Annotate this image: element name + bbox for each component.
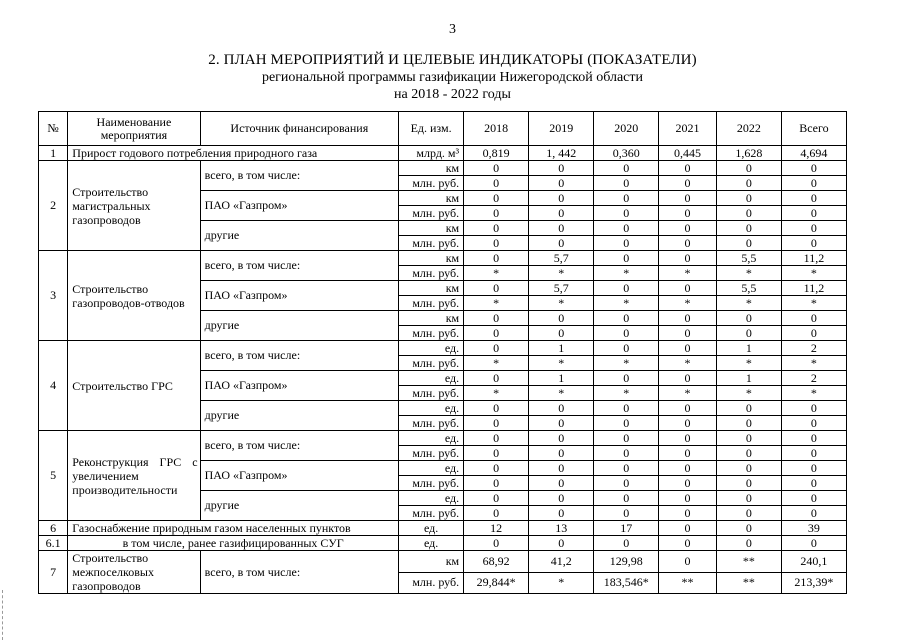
table-cell: 0: [659, 461, 716, 476]
table-cell: 0: [464, 236, 529, 251]
table-cell: 0: [716, 221, 781, 236]
table-row: [39, 521, 847, 536]
table-cell: 0: [529, 311, 594, 326]
table-cell: 11,2: [781, 251, 846, 266]
table-cell: 0: [464, 281, 529, 296]
document-title: 2. ПЛАН МЕРОПРИЯТИЙ И ЦЕЛЕВЫЕ ИНДИКАТОРЫ (ПОКАЗАТЕЛИ): [208, 52, 697, 68]
table-cell: 0: [594, 206, 659, 221]
table-cell: *: [464, 356, 529, 371]
table-cell: 0: [781, 326, 846, 341]
table-cell: 0: [594, 236, 659, 251]
table-cell: 0: [464, 476, 529, 491]
table-row: [39, 251, 847, 266]
table-cell: *: [594, 266, 659, 281]
table-cell: *: [781, 296, 846, 311]
table-cell: *: [659, 296, 716, 311]
table-cell: 0: [716, 476, 781, 491]
funding-source: всего, в том числе:: [200, 251, 398, 281]
funding-source: другие: [200, 221, 398, 251]
table-cell: **: [716, 572, 781, 594]
header-source: Источник финансирования: [200, 112, 398, 146]
margin-marks: [2, 590, 5, 640]
header-num: №: [39, 112, 68, 146]
table-cell: 0: [594, 326, 659, 341]
table-cell: 0: [529, 506, 594, 521]
table-cell: 0: [594, 446, 659, 461]
table-cell: 0: [781, 401, 846, 416]
table-cell: 0: [716, 176, 781, 191]
table-cell: 0: [464, 341, 529, 356]
table-cell: 0: [716, 521, 781, 536]
unit-cell: млн. руб.: [399, 506, 464, 521]
unit-cell: ед.: [399, 431, 464, 446]
table-cell: 4,694: [781, 146, 846, 161]
table-cell: 0: [464, 491, 529, 506]
table-cell: 0: [594, 401, 659, 416]
table-cell: 0: [464, 536, 529, 551]
table-row: [39, 146, 847, 161]
table-cell: 12: [464, 521, 529, 536]
table-cell: 5,5: [716, 281, 781, 296]
table-cell: 0: [594, 416, 659, 431]
table-cell: **: [659, 572, 716, 594]
unit-cell: млн. руб.: [399, 326, 464, 341]
row-number: 1: [39, 146, 68, 161]
table-cell: *: [529, 356, 594, 371]
funding-source: ПАО «Газпром»: [200, 461, 398, 491]
table-row: [39, 551, 847, 573]
table-cell: 0: [659, 416, 716, 431]
table-cell: 0: [529, 491, 594, 506]
table-cell: 41,2: [529, 551, 594, 573]
header-2022: 2022: [716, 112, 781, 146]
table-cell: 0: [594, 251, 659, 266]
table-cell: 0: [529, 326, 594, 341]
row-label: в том числе, ранее газифицированных СУГ: [68, 536, 399, 551]
table-cell: 0: [716, 416, 781, 431]
funding-source: ПАО «Газпром»: [200, 191, 398, 221]
funding-source: ПАО «Газпром»: [200, 371, 398, 401]
table-cell: 0: [529, 401, 594, 416]
table-cell: 0: [659, 281, 716, 296]
table-cell: *: [716, 386, 781, 401]
table-cell: 0: [716, 311, 781, 326]
table-cell: 0: [659, 521, 716, 536]
table-cell: 0: [529, 476, 594, 491]
table-cell: 0: [659, 191, 716, 206]
table-cell: 0: [659, 446, 716, 461]
document-subtitle: региональной программы газификации Нижегородской области: [261, 70, 644, 85]
header-name: Наименование мероприятия: [68, 112, 200, 146]
table-cell: 1: [716, 371, 781, 386]
unit-cell: млн. руб.: [399, 236, 464, 251]
unit-cell: км: [399, 191, 464, 206]
table-cell: 0: [529, 161, 594, 176]
title-block: [0, 51, 905, 103]
table-cell: *: [529, 386, 594, 401]
table-cell: *: [529, 572, 594, 594]
unit-cell: км: [399, 551, 464, 573]
table-cell: 0: [781, 506, 846, 521]
table-cell: *: [594, 296, 659, 311]
table-cell: 0: [781, 206, 846, 221]
table-cell: 0: [781, 236, 846, 251]
table-cell: 1,628: [716, 146, 781, 161]
unit-cell: млн. руб.: [399, 296, 464, 311]
table-cell: 1: [716, 341, 781, 356]
activity-name: Строительство магистральных газопроводов: [68, 161, 200, 251]
table-cell: 0: [716, 506, 781, 521]
header-total: Всего: [781, 112, 846, 146]
table-cell: 2: [781, 371, 846, 386]
table-cell: 0: [464, 311, 529, 326]
table-cell: 0: [594, 161, 659, 176]
table-cell: 0: [464, 401, 529, 416]
table-cell: 240,1: [781, 551, 846, 573]
unit-cell: км: [399, 311, 464, 326]
table-cell: 0: [781, 161, 846, 176]
table-cell: 0: [464, 446, 529, 461]
table-cell: *: [781, 356, 846, 371]
unit-cell: ед.: [399, 536, 464, 551]
table-cell: 0: [594, 506, 659, 521]
table-cell: 0: [659, 371, 716, 386]
table-cell: 0: [594, 311, 659, 326]
table-cell: 0: [781, 191, 846, 206]
activity-name: Строительство газопроводов-отводов: [68, 251, 200, 341]
unit-cell: млн. руб.: [399, 176, 464, 191]
unit-cell: ед.: [399, 401, 464, 416]
activity-name: Строительство ГРС: [68, 341, 200, 431]
table-cell: 0: [781, 416, 846, 431]
table-cell: 0: [716, 461, 781, 476]
table-row: [39, 536, 847, 551]
table-cell: *: [659, 356, 716, 371]
unit-cell: ед.: [399, 341, 464, 356]
table-cell: 0: [464, 176, 529, 191]
funding-source: другие: [200, 491, 398, 521]
header-unit: Ед. изм.: [399, 112, 464, 146]
table-cell: 213,39*: [781, 572, 846, 594]
table-cell: 0: [594, 536, 659, 551]
table-cell: 0: [659, 341, 716, 356]
table-cell: 1: [529, 371, 594, 386]
table-cell: 5,5: [716, 251, 781, 266]
table-cell: 0: [529, 221, 594, 236]
table-cell: 0: [529, 446, 594, 461]
table-cell: 0: [659, 326, 716, 341]
table-cell: *: [464, 386, 529, 401]
table-cell: 2: [781, 341, 846, 356]
table-cell: 0: [659, 491, 716, 506]
table-cell: 5,7: [529, 281, 594, 296]
table-row: [39, 431, 847, 446]
row-number: 6.1: [39, 536, 68, 551]
table-cell: 0,445: [659, 146, 716, 161]
table-header-row: [39, 112, 847, 146]
table-cell: 0: [529, 431, 594, 446]
funding-source: всего, в том числе:: [200, 161, 398, 191]
table-cell: 129,98: [594, 551, 659, 573]
table-cell: 183,546*: [594, 572, 659, 594]
table-cell: 0: [781, 311, 846, 326]
table-cell: 0: [781, 176, 846, 191]
table-cell: *: [464, 296, 529, 311]
table-cell: 0: [594, 191, 659, 206]
table-cell: 0: [464, 161, 529, 176]
table-cell: 0: [716, 326, 781, 341]
table-cell: 0: [464, 221, 529, 236]
unit-cell: км: [399, 251, 464, 266]
table-cell: 0: [781, 461, 846, 476]
table-cell: 0: [659, 221, 716, 236]
table-cell: 0: [716, 446, 781, 461]
table-cell: *: [594, 386, 659, 401]
activity-name: Строительство межпоселковых газопроводов: [68, 551, 200, 594]
table-cell: 0: [594, 476, 659, 491]
table-cell: 39: [781, 521, 846, 536]
unit-cell: км: [399, 161, 464, 176]
table-cell: 0: [781, 431, 846, 446]
table-cell: 0: [781, 221, 846, 236]
table-cell: 0: [464, 206, 529, 221]
table-cell: 0: [716, 191, 781, 206]
funding-source: всего, в том числе:: [200, 431, 398, 461]
table-cell: 0: [529, 176, 594, 191]
table-cell: 0: [659, 311, 716, 326]
plan-table: [38, 111, 847, 594]
unit-cell: млн. руб.: [399, 386, 464, 401]
table-cell: 0: [659, 401, 716, 416]
unit-cell: ед.: [399, 521, 464, 536]
table-cell: **: [716, 551, 781, 573]
unit-cell: млн. руб.: [399, 416, 464, 431]
table-cell: 0: [659, 476, 716, 491]
unit-cell: ед.: [399, 371, 464, 386]
table-cell: 0: [716, 206, 781, 221]
table-cell: *: [529, 296, 594, 311]
table-cell: 0: [529, 191, 594, 206]
table-cell: 11,2: [781, 281, 846, 296]
table-cell: 0: [594, 341, 659, 356]
table-cell: *: [716, 356, 781, 371]
unit-cell: млрд. м³: [399, 146, 464, 161]
table-cell: 0: [659, 506, 716, 521]
table-cell: 0: [464, 461, 529, 476]
document-period: на 2018 - 2022 годы: [394, 87, 511, 102]
funding-source: ПАО «Газпром»: [200, 281, 398, 311]
table-cell: 13: [529, 521, 594, 536]
table-cell: 0: [464, 371, 529, 386]
table-cell: 0: [716, 431, 781, 446]
funding-source: всего, в том числе:: [200, 341, 398, 371]
table-cell: 0: [781, 536, 846, 551]
page-number: 3: [449, 22, 456, 37]
table-cell: 0: [659, 536, 716, 551]
table-cell: 0: [464, 251, 529, 266]
unit-cell: км: [399, 221, 464, 236]
unit-cell: млн. руб.: [399, 356, 464, 371]
table-cell: 0: [529, 461, 594, 476]
table-cell: *: [781, 386, 846, 401]
table-cell: 0: [594, 491, 659, 506]
unit-cell: млн. руб.: [399, 206, 464, 221]
table-cell: 0: [529, 236, 594, 251]
table-cell: 5,7: [529, 251, 594, 266]
table-cell: 0: [594, 371, 659, 386]
header-2019: 2019: [529, 112, 594, 146]
table-cell: 0: [716, 536, 781, 551]
table-cell: 29,844*: [464, 572, 529, 594]
unit-cell: млн. руб.: [399, 476, 464, 491]
funding-source: другие: [200, 311, 398, 341]
table-cell: 0: [716, 491, 781, 506]
table-cell: 0: [659, 206, 716, 221]
row-number: 6: [39, 521, 68, 536]
unit-cell: ед.: [399, 461, 464, 476]
table-cell: 0: [464, 191, 529, 206]
table-cell: 0: [716, 236, 781, 251]
table-cell: 0: [464, 416, 529, 431]
table-row: [39, 341, 847, 356]
table-cell: 0: [594, 221, 659, 236]
table-cell: 0: [529, 416, 594, 431]
table-cell: *: [716, 266, 781, 281]
table-cell: 0: [464, 326, 529, 341]
table-cell: 0: [529, 536, 594, 551]
unit-cell: млн. руб.: [399, 446, 464, 461]
table-cell: 17: [594, 521, 659, 536]
table-cell: *: [781, 266, 846, 281]
table-cell: 0: [594, 281, 659, 296]
table-cell: *: [716, 296, 781, 311]
table-cell: *: [659, 266, 716, 281]
funding-source: другие: [200, 401, 398, 431]
table-cell: 0: [659, 431, 716, 446]
table-cell: 0: [529, 206, 594, 221]
row-label: Прирост годового потребления природного газа: [68, 146, 399, 161]
table-cell: 0: [716, 161, 781, 176]
table-cell: 0: [781, 446, 846, 461]
table-cell: *: [659, 386, 716, 401]
header-2018: 2018: [464, 112, 529, 146]
table-cell: 0: [716, 401, 781, 416]
table-cell: 0: [594, 431, 659, 446]
unit-cell: км: [399, 281, 464, 296]
row-label: Газоснабжение природным газом населенных пунктов: [68, 521, 399, 536]
header-2020: 2020: [594, 112, 659, 146]
table-cell: 0: [781, 491, 846, 506]
activity-name: Реконструкция ГРС с увеличением производительности: [68, 431, 200, 521]
table-cell: 0: [594, 176, 659, 191]
table-cell: *: [529, 266, 594, 281]
table-cell: 0: [594, 461, 659, 476]
table-cell: *: [594, 356, 659, 371]
table-cell: 0: [781, 476, 846, 491]
unit-cell: млн. руб.: [399, 266, 464, 281]
table-cell: 0,819: [464, 146, 529, 161]
table-cell: 0: [659, 236, 716, 251]
unit-cell: млн. руб.: [399, 572, 464, 594]
table-cell: 0: [464, 506, 529, 521]
table-cell: 0: [659, 161, 716, 176]
header-2021: 2021: [659, 112, 716, 146]
table-cell: 0: [659, 551, 716, 573]
table-cell: 0,360: [594, 146, 659, 161]
row-number: 3: [39, 251, 68, 341]
table-cell: 0: [659, 176, 716, 191]
table-row: [39, 161, 847, 176]
funding-source: всего, в том числе:: [200, 551, 398, 594]
row-number: 2: [39, 161, 68, 251]
table-cell: *: [464, 266, 529, 281]
table-cell: 68,92: [464, 551, 529, 573]
table-cell: 0: [464, 431, 529, 446]
row-number: 7: [39, 551, 68, 594]
table-cell: 0: [659, 251, 716, 266]
unit-cell: ед.: [399, 491, 464, 506]
row-number: 5: [39, 431, 68, 521]
table-cell: 1, 442: [529, 146, 594, 161]
row-number: 4: [39, 341, 68, 431]
table-cell: 1: [529, 341, 594, 356]
